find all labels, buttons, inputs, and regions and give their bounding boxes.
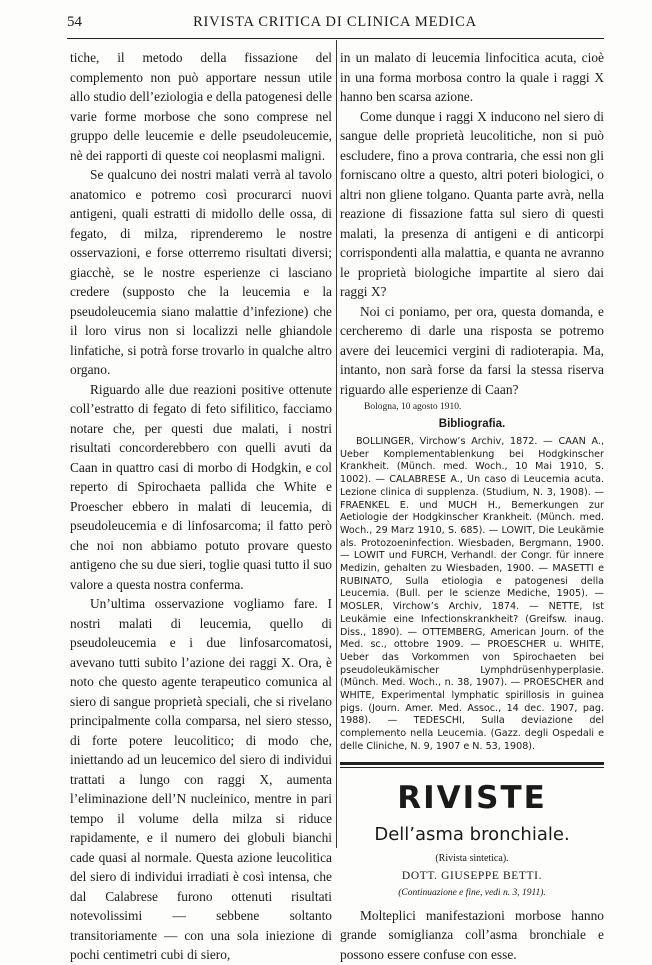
body-paragraph: Se qualcuno dei nostri malati verrà al tavolo anatomico e potremo così procurarci nuovi antigeni, quali estratti di midollo delle ossa, di fegato, di milza, riprenderemo le nostre osservazioni, e forse otterremo risultati diversi; giacchè, se le nostre esperienze ci lasciano credere (supposto che la leucemia e la pseudoleucemia siano malattie d’infezione) che il loro virus non si localizzi nelle ghiandole linfatiche, si potrà forse trovarlo in qualche altro organo. — [70, 167, 332, 377]
body-paragraph: in un malato di leucemia linfocitica acuta, cioè in una forma morbosa contro la quale i raggi X hanno ben scarsa azione. — [340, 50, 604, 104]
page-header — [67, 14, 603, 34]
continuation-note: (Continuazione e fine, vedi n. 3, 1911). — [398, 887, 546, 898]
column-divider — [336, 40, 337, 848]
bibliography-heading: Bibliografia. — [438, 418, 506, 430]
header-rule — [67, 38, 604, 39]
body-paragraph: Noi ci poniamo, per ora, questa domanda, e cercheremo di darle una risposta se potremo avere dei leucemici vergini di radioterapia. Ma, intanto, non sarà forse da farsi la stessa riserva riguardo alle esperienze di Caan? — [340, 303, 604, 397]
running-title: RIVISTA CRITICA DI CLINICA MEDICA — [193, 14, 477, 30]
article-title: Dell’asma bronchiale. — [374, 823, 570, 845]
left-column — [70, 48, 332, 965]
body-paragraph: Molteplici manifestazioni morbose hanno grande somiglianza coll’asma bronchiale e possono essere confuse con esse. — [340, 907, 604, 962]
bibliography-text: BOLLINGER, Virchow’s Archiv, 1872. — CAAN A., Ueber Komplementablenkung bei Hodgkinscher Krankheit. (Münch. med. Woch., 10 Mai 1910, S. 1002). — CALABRESE A., Un caso di Leucemia acuta. Lezione clinica di supplenza. (Studium, N. 3, 1908). — FRAENKEL E. und MUCH H., Bemerkungen zur Aetiologie der Hodgkinscher Krankheit. (Münch. med. Woch., 29 Marz 1910, S. 685). — LOWIT, Die Leukämie als. Protozoeninfection. Wiesbaden, Bergmann, 1900. — LOWIT und FURCH, Verhandl. der Congr. für innere Medizin, gehalten zu Wiesbaden, 1900. — MASETTI e RUBINATO, Sulla etiologia e patogenesi della Leucemia. (Bull. per le scienze Mediche, 1905). — MOSLER, Virchow’s Archiv, 1874. — NETTE, Ist Leukämie eine Infectionskrankheit? (Greifsw. inaug. Diss., 1890). — OTTEMBERG, American Journ. of the Med. sc., ottobre 1909. — PROESCHER u. WHITE, Ueber das Vorkommen von Spirochaeten bei pseudoleukämischer Lymphdrüsenhyperplasie. (Münch. Med. Woch., n. 38, 1907). — PROESCHER and WHITE, Experimental lymphatic spirillosis in guinea pigs. (Journ. Amer. Med. Assoc., 14 dec. 1907, pag. 1988). — TEDESCHI, Sulla deviazione del complemento nella Leucemia. (Gazz. degli Ospedali e delle Cliniche, N. 9, 1907 e N. 53, 1908). — [340, 436, 604, 752]
dateline: Bologna, 10 agosto 1910. — [364, 402, 462, 412]
article-subtitle: (Rivista sintetica). — [435, 852, 509, 864]
section-heading: RIVISTE — [397, 779, 547, 816]
body-paragraph: Riguardo alle due reazioni positive ottenute coll’estratto di fegato di feto sifilitico, facciamo notare che, per questi due malati, i nostri risultati concorderebbero con quelli avuti da Caan in quattro casi di morbo di Hodgkin, e col reperto di Spirochaeta pallida che White e Proescher ebbero in malati di leucemia, di pseudoleucemia e di linfosarcoma; il fatto però che noi non abbiamo potuto provare questo antigeno che su due sieri, toglie quasi tutto il suo valore a questa nostra conferma. — [70, 381, 332, 592]
right-column — [340, 48, 604, 964]
body-paragraph: Come dunque i raggi X inducono nel siero di sangue delle proprietà leucolitiche, non si può escludere, fino a prova contraria, che essi non gli forniscano oltre a questo, altri poteri biologici, o altri non gliene tolgano. Quanta parte avrà, nella reazione di fissazione fatta sul siero di questi malati, la presenza di antigeni e di anticorpi corrispondenti alla malattia, e quanta ne avranno le proprietà biologiche impartite al siero dai raggi X? — [340, 108, 604, 299]
page-number: 54 — [67, 14, 82, 30]
section-rule — [340, 762, 604, 768]
body-paragraph: tiche, il metodo della fissazione del complemento non può apportare nessun utile allo studio dell’eziologia e della patogenesi delle varie forme morbose che sono comprese nel gruppo delle leucemie e delle pseudoleucemie, nè dei rapporti di queste coi neoplasmi maligni. — [70, 50, 332, 163]
article-author: DOTT. GIUSEPPE BETTI. — [401, 869, 543, 882]
body-paragraph: Un’ultima osservazione vogliamo fare. I nostri malati di leucemia, quello di pseudoleucemia e i due linfosarcomatosi, avevano tutti subito l’azione dei raggi X. Ora, è noto che questo agente terapeutico comunica al siero di sangue proprietà speciali, che si rivelano principalmente colla comparsa, nel siero stesso, di forte potere leucolitico; di modo che, iniettando ad un leucemico del siero di individui trattati a lungo con raggi X, aumenta l’eliminazione dell’N nucleinico, mentre in pari tempo il volume della milza si riduce rapidamente, e il numero dei globuli bianchi cade quasi al normale. Questa azione leucolitica del siero di individui irradiati è così intensa, che dal Calabrese furono ottenuti risultati notevolissimi — sebbene soltanto transitoriamente — con una sola iniezione di pochi centimetri cubi di siero, — [70, 596, 332, 962]
